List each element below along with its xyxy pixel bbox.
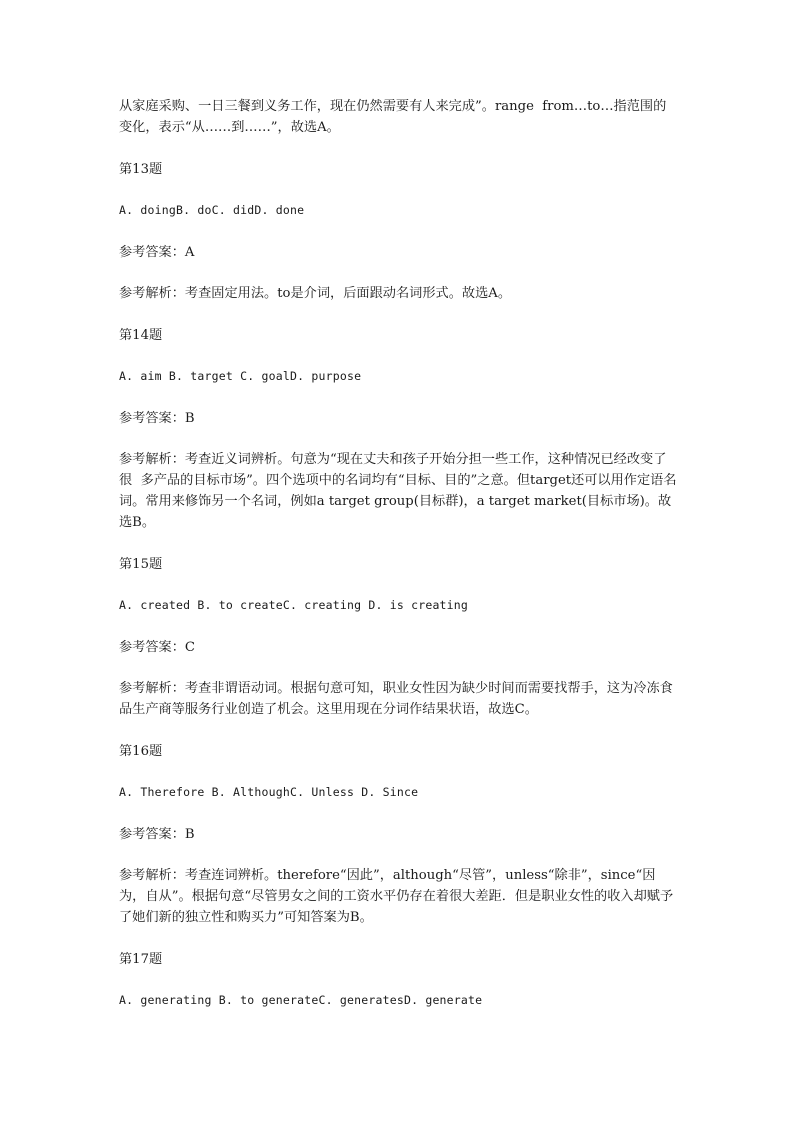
question-number: 第14题 (119, 327, 163, 343)
question-number: 第16题 (119, 743, 163, 759)
reference-answer: 参考答案：B (119, 410, 195, 426)
document-body (119, 96, 679, 1032)
paragraph: 从家庭采购、一日三餐到义务工作，现在仍然需要有人来完成”。range from…to…指范围的变化，表示“从……到……”，故选A。 (119, 99, 667, 135)
answer-options: A. generating B. to generateC. generatesD. generate (119, 993, 483, 1007)
reference-explanation: 参考解析：考查近义词辨析。句意为“现在丈夫和孩子开始分担一些工作，这种情况已经改变了很 多产品的目标市场”。四个选项中的名词均有“目标、目的”之意。但target还可以用作定语名词。常用来修饰另一个名词，例如a target group(目标群)，a target market(目标市场)。故选B。 (119, 452, 677, 530)
answer-options: A. aim B. target C. goalD. purpose (119, 369, 362, 383)
question-number: 第13题 (119, 161, 163, 177)
answer-options: A. doingB. doC. didD. done (119, 203, 305, 217)
reference-explanation: 参考解析：考查连词辨析。therefore“因此”，although“尽管”，unless“除非”，since“因为，自从”。根据句意“尽管男女之间的工资水平仍存在着很大差距．但是职业女性的收入却赋予了她们新的独立性和购买力”可知答案为B。 (119, 868, 674, 925)
answer-options: A. Therefore B. AlthoughC. Unless D. Since (119, 785, 419, 799)
reference-answer: 参考答案：C (119, 639, 196, 655)
reference-explanation: 参考解析：考查固定用法。to是介词，后面跟动名词形式。故选A。 (119, 286, 512, 301)
reference-answer: 参考答案：A (119, 244, 195, 260)
answer-options: A. created B. to createC. creating D. is creating (119, 598, 469, 612)
reference-explanation: 参考解析：考查非谓语动词。根据句意可知，职业女性因为缺少时间而需要找帮手，这为冷冻食品生产商等服务行业创造了机会。这里用现在分词作结果状语，故选C。 (119, 681, 673, 717)
question-number: 第15题 (119, 556, 163, 572)
question-number: 第17题 (119, 951, 163, 967)
reference-answer: 参考答案：B (119, 826, 195, 842)
